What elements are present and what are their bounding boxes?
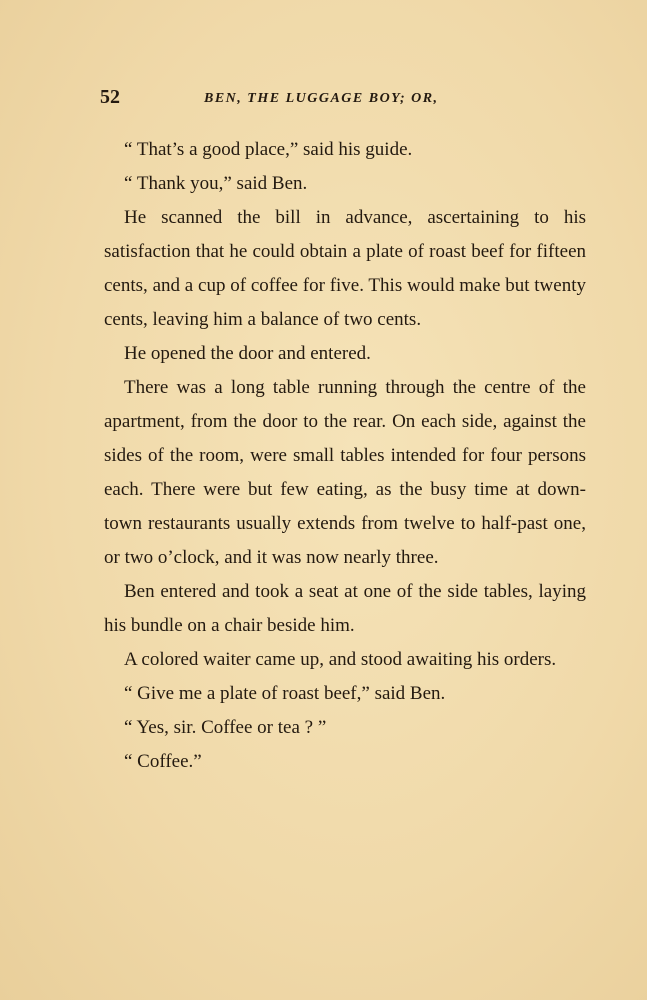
body-text [104,133,586,779]
running-head: BEN, THE LUGGAGE BOY; OR, [204,91,439,106]
paragraph: A colored waiter came up, and stood awaiting his orders. [124,649,557,670]
paragraph: Ben entered and took a seat at one of the side tables, laying his bundle on a chair beside him. [104,581,586,636]
page-header [100,86,510,110]
paragraph: “ Thank you,” said Ben. [124,173,308,194]
paragraph: There was a long table running through the centre of the apartment, from the door to the rear. On each side, against the sides of the room, were small tables intended for four persons each. There were but few eating, as the busy time at down-town restaurants usually extends from twelve to half-past one, or two o’clock, and it was now nearly three. [104,377,586,568]
paragraph: “ That’s a good place,” said his guide. [124,139,413,160]
paragraph: “ Yes, sir. Coffee or tea ? ” [124,717,327,738]
paragraph: “ Give me a plate of roast beef,” said Ben. [124,683,446,704]
paragraph: “ Coffee.” [124,751,202,772]
page-number: 52 [100,86,120,108]
paragraph: He scanned the bill in advance, ascertaining to his satisfaction that he could obtain a plate of roast beef for fifteen cents, and a cup of coffee for five. This would make but twenty cents, leaving him a balance of two cents. [104,207,586,330]
paragraph: He opened the door and entered. [124,343,371,364]
